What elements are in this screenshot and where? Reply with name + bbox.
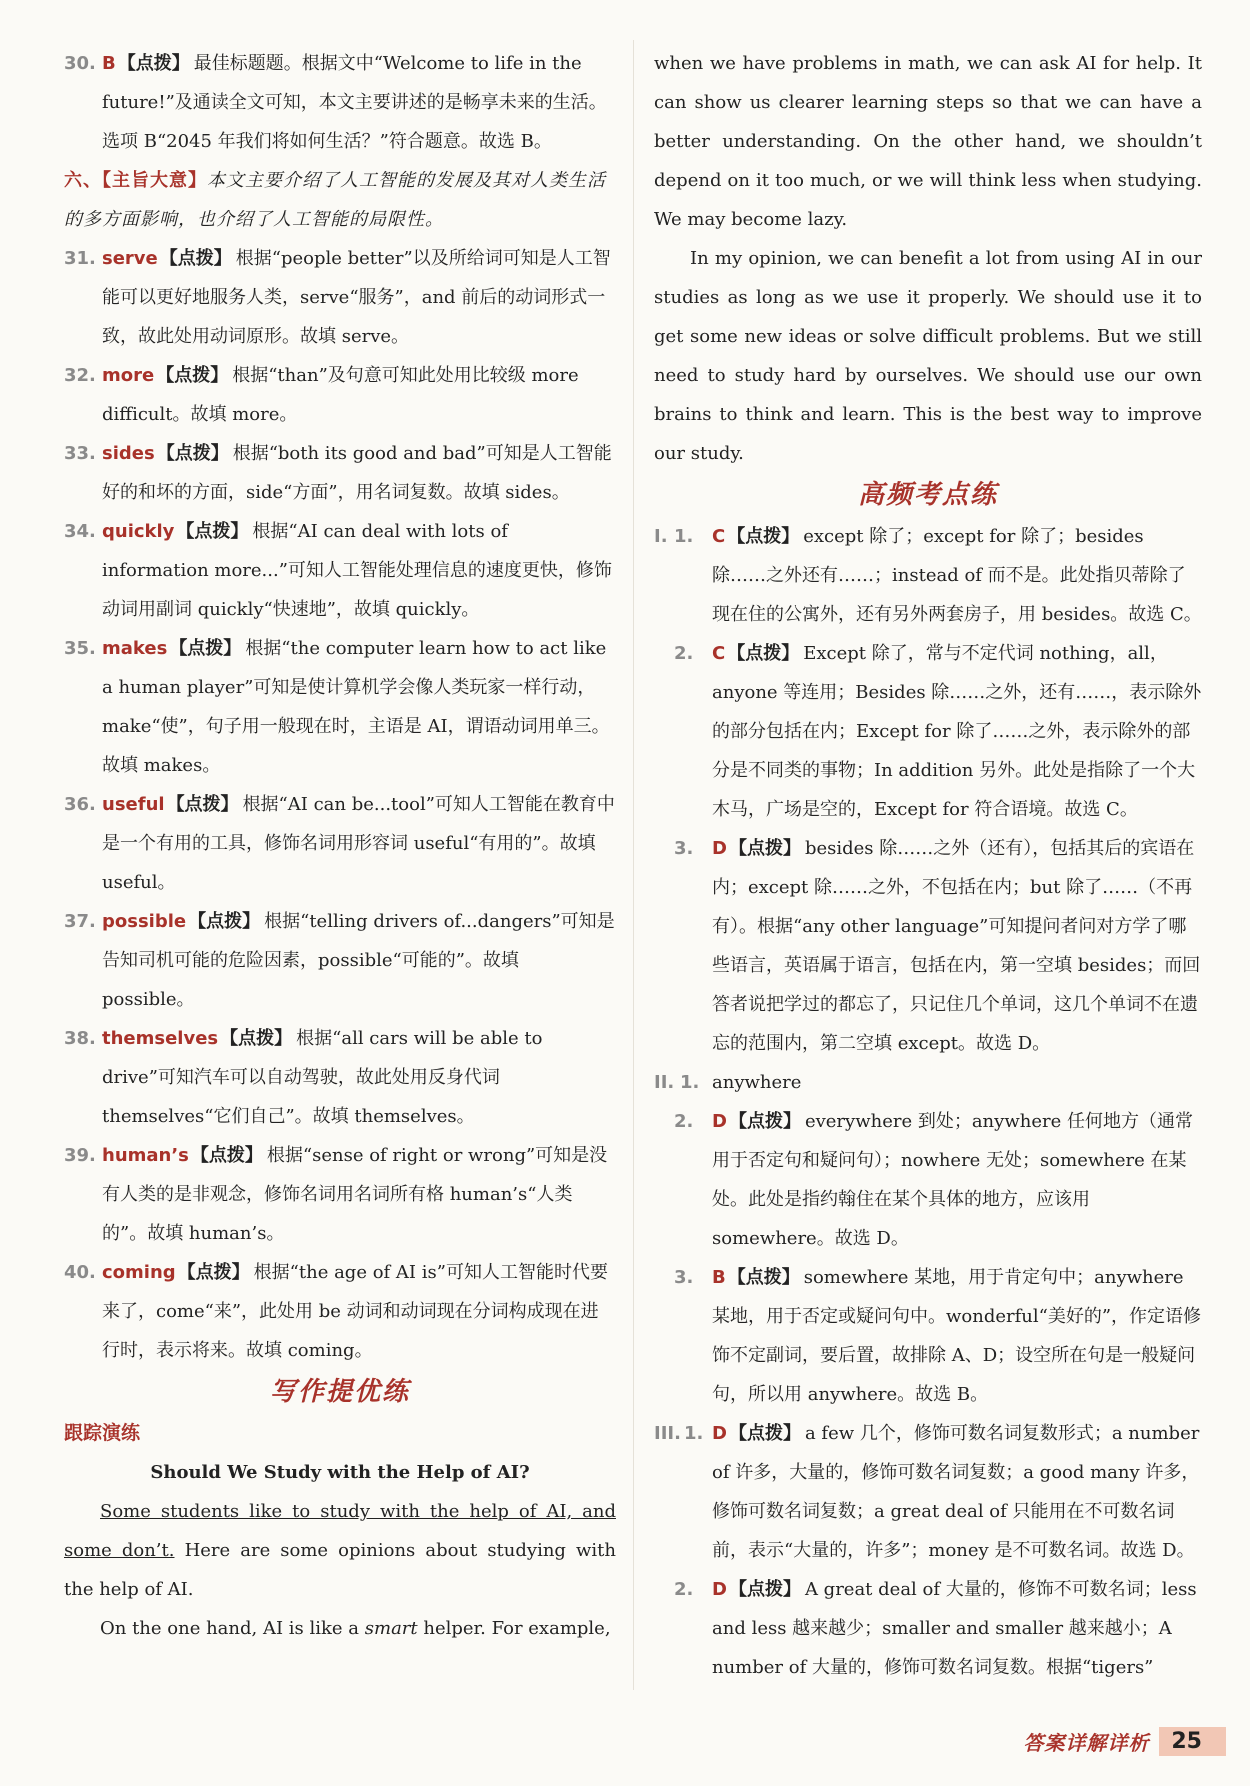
essay-text: Here are some opinions about studying with the help of AI. — [64, 1540, 617, 1600]
item-number: 40. — [64, 1262, 96, 1283]
answer-item-36 — [64, 785, 616, 902]
explanation: A great deal of 大量的，修饰不可数名词；less and less 越来越少；smaller and smaller 越来越小；A number of 大量的，修饰可数名词复数。根据“tigers” — [712, 1579, 1197, 1678]
item-number: 38. — [64, 1028, 96, 1049]
hint-tag: 【点拨】 — [220, 1028, 293, 1049]
answer-key: more — [102, 365, 155, 386]
part-3-item-1 — [654, 1414, 1202, 1570]
right-column — [654, 44, 1202, 1687]
summary-heading: 六、【主旨大意】 — [64, 170, 207, 191]
item-number: 1. — [680, 1072, 700, 1093]
footer-label: 答案详解详析 — [1023, 1730, 1150, 1755]
answer-item-40 — [64, 1253, 616, 1370]
essay-underlined-sentence: Some students like to study with the help of AI, and some don’t. — [64, 1501, 616, 1561]
roman-numeral: II. — [654, 1072, 675, 1093]
explanation: 根据“AI can deal with lots of information more...”可知人工智能处理信息的速度更快，修饰动词用副词 quickly“快速地”，故填 quickly。 — [102, 521, 612, 620]
item-number: 36. — [64, 794, 96, 815]
writing-section-title: 写作提优练 — [269, 1377, 410, 1407]
hint-tag: 【点拨】 — [728, 1423, 801, 1444]
explanation: 根据“the computer learn how to act like a human player”可知是使计算机学会像人类玩家一样行动，make“使”，句子用一般现在时，主语是 AI，谓语动词用单三。故填 makes。 — [102, 638, 610, 776]
hint-tag: 【点拨】 — [728, 1111, 801, 1132]
explanation: 最佳标题题。根据文中“Welcome to life in the future!”及通读全文可知，本文主要讲述的是畅享未来的生活。选项 B“2045 年我们将如何生活？”符合题意。故选 B。 — [102, 53, 607, 152]
hint-tag: 【点拨】 — [727, 526, 800, 547]
roman-numeral: I. — [654, 526, 668, 547]
hint-tag: 【点拨】 — [728, 838, 801, 859]
item-number: 32. — [64, 365, 96, 386]
track-practice-title: 跟踪演练 — [64, 1422, 141, 1444]
answer-item-34 — [64, 512, 616, 629]
hint-tag: 【点拨】 — [156, 443, 229, 464]
answer-key: sides — [102, 443, 155, 464]
page-number: 25 — [1159, 1727, 1226, 1756]
explanation: a few 几个，修饰可数名词复数形式；a number of 许多，大量的，修饰可数名词复数；a good many 许多，修饰可数名词复数；a great deal of 只能用在不可数名词前，表示“大量的，许多”；money 是不可数名词。故选 D。 — [712, 1423, 1200, 1561]
part-1-item-2 — [654, 634, 1202, 829]
part-2-item-1 — [654, 1063, 1202, 1102]
item-number: 34. — [64, 521, 96, 542]
answer-key: quickly — [102, 521, 175, 542]
answer-item-37 — [64, 902, 616, 1019]
column-divider — [633, 40, 634, 1690]
item-number: 30. — [64, 53, 96, 74]
essay-text: On the one hand, AI is like a — [100, 1618, 365, 1639]
answer-key: C — [712, 526, 726, 547]
explanation: Except 除了，常与不定代词 nothing，all，anyone 等连用；Besides 除……之外，还有……，表示除外的部分包括在内；Except for 除了……之外，表示除外的部分是不同类的事物；In addition 另外。此处是指除了一个大木马，广场是空的，Except for 符合语境。故选 C。 — [712, 643, 1202, 820]
answer-key: D — [712, 1111, 727, 1132]
answer-key: human’s — [102, 1145, 189, 1166]
part-1-item-3 — [654, 829, 1202, 1063]
item-number: 1. — [674, 526, 694, 547]
summary-text: 本文主要介绍了人工智能的发展及其对人类生活的多方面影响，也介绍了人工智能的局限性。 — [64, 170, 606, 230]
essay-paragraph-3: In my opinion, we can benefit a lot from using AI in our studies as long as we use it properly. We should use it to get some new ideas or solve difficult problems. But we still need to study hard by ourselves. We should use our own brains to think and learn. This is the best way to improve our study. — [654, 248, 1202, 464]
hint-tag: 【点拨】 — [156, 365, 229, 386]
answer-key: themselves — [102, 1028, 219, 1049]
item-number: 37. — [64, 911, 96, 932]
explanation: 根据“than”及句意可知此处用比较级 more difficult。故填 more。 — [102, 365, 579, 425]
answer-item-30 — [64, 44, 616, 161]
hint-tag: 【点拨】 — [166, 794, 239, 815]
explanation: 根据“all cars will be able to drive”可知汽车可以自动驾驶，故此处用反身代词 themselves“它们自己”。故填 themselves。 — [102, 1028, 543, 1127]
answer-key: possible — [102, 911, 187, 932]
part-1-item-1 — [654, 517, 1202, 634]
part-2-item-3 — [654, 1258, 1202, 1414]
part-3-item-2 — [654, 1570, 1202, 1687]
explanation: 根据“sense of right or wrong”可知是没有人类的是非观念，修饰名词用名词所有格 human’s“人类的”。故填 human’s。 — [102, 1145, 608, 1244]
answer-key: B — [102, 53, 116, 74]
answer-key: coming — [102, 1262, 176, 1283]
hint-tag: 【点拨】 — [169, 638, 242, 659]
essay-title: Should We Study with the Help of AI? — [150, 1462, 530, 1483]
item-number: 2. — [674, 643, 694, 664]
answer-item-33 — [64, 434, 616, 512]
hint-tag: 【点拨】 — [117, 53, 190, 74]
answer-key: C — [712, 643, 726, 664]
answer-key: makes — [102, 638, 168, 659]
hint-tag: 【点拨】 — [728, 1579, 801, 1600]
answer-item-32 — [64, 356, 616, 434]
answer-key: D — [712, 1579, 727, 1600]
explanation: 根据“AI can be...tool”可知人工智能在教育中是一个有用的工具，修饰名词用形容词 useful“有用的”。故填 useful。 — [102, 794, 615, 893]
item-number: 3. — [674, 1267, 694, 1288]
item-number: 31. — [64, 248, 96, 269]
hint-tag: 【点拨】 — [190, 1145, 263, 1166]
item-number: 1. — [684, 1423, 704, 1444]
explanation: 根据“both its good and bad”可知是人工智能好的和坏的方面，side“方面”，用名词复数。故填 sides。 — [102, 443, 612, 503]
page-footer — [1023, 1724, 1226, 1758]
essay-paragraph-2-cont: when we have problems in math, we can ask AI for help. It can show us clearer learning steps so that we can have a better understanding. On the other hand, we shouldn’t depend on it too much, or we will think less when studying. We may become lazy. — [654, 53, 1202, 230]
answer-item-38 — [64, 1019, 616, 1136]
item-number: 2. — [674, 1579, 694, 1600]
answer-item-35 — [64, 629, 616, 785]
hint-tag: 【点拨】 — [177, 1262, 250, 1283]
answer-key: serve — [102, 248, 158, 269]
high-frequency-section-title: 高频考点练 — [857, 480, 998, 510]
item-number: 35. — [64, 638, 96, 659]
item-number: 2. — [674, 1111, 694, 1132]
essay-paragraph-1 — [64, 1492, 616, 1609]
explanation: anywhere — [712, 1072, 802, 1093]
explanation: 根据“telling drivers of...dangers”可知是告知司机可能的危险因素，possible“可能的”。故填 possible。 — [102, 911, 615, 1010]
answer-key: useful — [102, 794, 165, 815]
item-number: 3. — [674, 838, 694, 859]
hint-tag: 【点拨】 — [727, 1267, 800, 1288]
hint-tag: 【点拨】 — [176, 521, 249, 542]
hint-tag: 【点拨】 — [188, 911, 261, 932]
item-number: 39. — [64, 1145, 96, 1166]
answer-key: D — [712, 838, 727, 859]
item-number: 33. — [64, 443, 96, 464]
section-six-summary — [64, 161, 616, 239]
explanation: besides 除……之外（还有），包括其后的宾语在内；except 除……之外，不包括在内；but 除了……（不再有）。根据“any other language”可知提问者问对方学了哪些语言，英语属于语言，包括在内，第一空填 besides；而回答者说把学过的都忘了，只记住几个单词，这几个单词不在遗忘的范围内，第二空填 except。故选 D。 — [712, 838, 1201, 1054]
explanation: 根据“people better”以及所给词可知是人工智能可以更好地服务人类，serve“服务”，and 前后的动词形式一致，故此处用动词原形。故填 serve。 — [102, 248, 611, 347]
answer-item-39 — [64, 1136, 616, 1253]
hint-tag: 【点拨】 — [727, 643, 800, 664]
essay-text: helper. For example, — [417, 1618, 611, 1639]
hint-tag: 【点拨】 — [159, 248, 232, 269]
part-2-item-2 — [654, 1102, 1202, 1258]
explanation: 根据“the age of AI is”可知人工智能时代要来了，come“来”，此处用 be 动词和动词现在分词构成现在进行时，表示将来。故填 coming。 — [102, 1262, 608, 1361]
answer-item-31 — [64, 239, 616, 356]
explanation: somewhere 某地，用于肯定句中；anywhere 某地，用于否定或疑问句中。wonderful“美好的”，作定语修饰不定副词，要后置，故排除 A、D；设空所在句是一般疑问句，所以用 anywhere。故选 B。 — [712, 1267, 1202, 1405]
left-column — [64, 44, 616, 1648]
explanation: everywhere 到处；anywhere 任何地方（通常用于否定句和疑问句）；nowhere 无处；somewhere 在某处。此处是指约翰住在某个具体的地方，应该用 somewhere。故选 D。 — [712, 1111, 1193, 1249]
essay-paragraph-2 — [64, 1609, 616, 1648]
roman-numeral: III. — [654, 1423, 681, 1444]
explanation: except 除了；except for 除了；besides 除……之外还有……；instead of 而不是。此处指贝蒂除了现在住的公寓外，还有另外两套房子，用 besides。故选 C。 — [712, 526, 1202, 625]
essay-italic-word: smart — [364, 1618, 418, 1639]
answer-key: D — [712, 1423, 727, 1444]
answer-key: B — [712, 1267, 726, 1288]
